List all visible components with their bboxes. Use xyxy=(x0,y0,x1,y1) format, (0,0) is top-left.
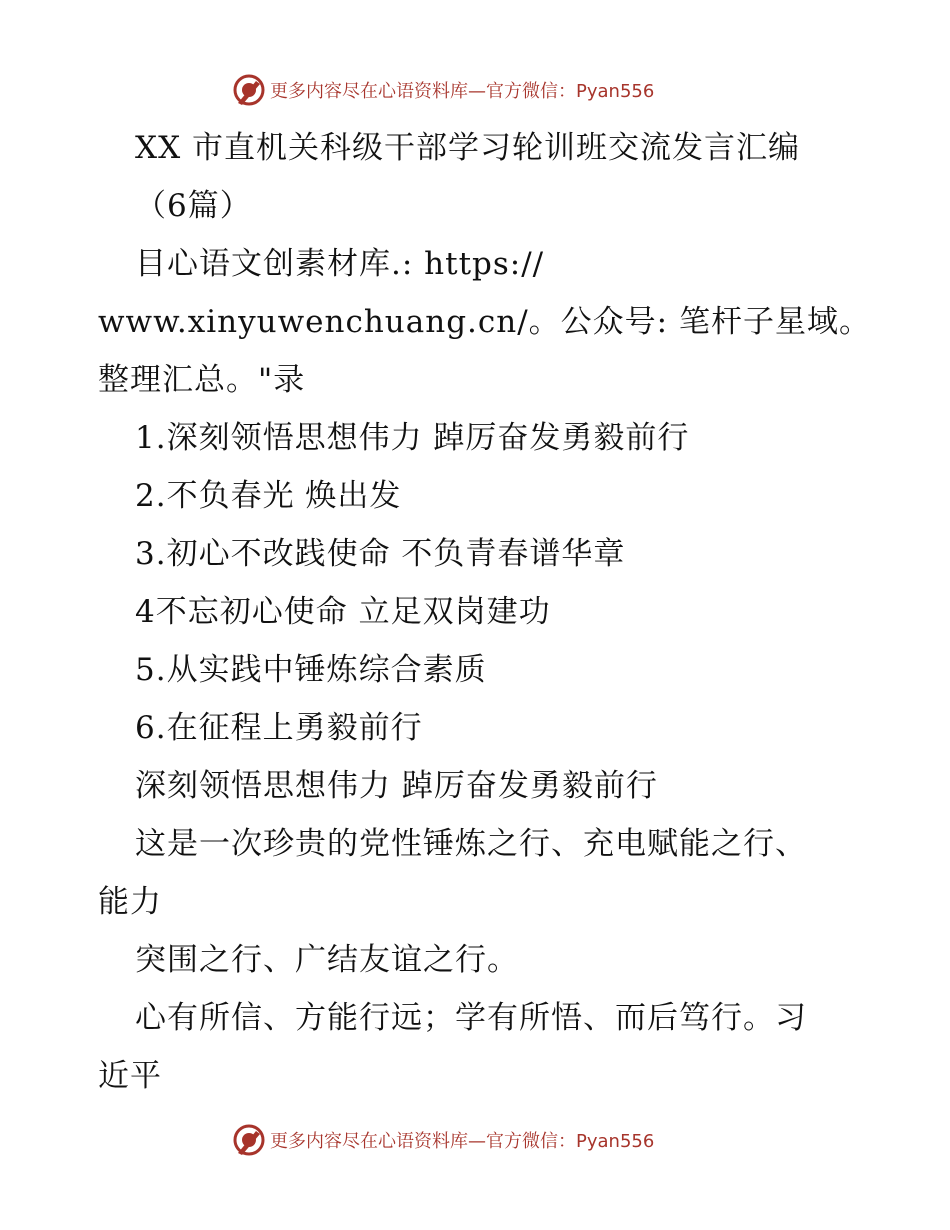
pen-seal-logo-icon xyxy=(232,73,266,107)
toc-item: 6.在征程上勇毅前行 xyxy=(135,710,423,746)
footer-banner xyxy=(232,1122,654,1158)
body-line: 突围之行、广结友谊之行。 xyxy=(135,942,519,978)
body-line: 心有所信、方能行远；学有所悟、而后笃行。习 xyxy=(135,1000,807,1036)
header-banner-text: 更多内容尽在心语资料库—官方微信：Pyan556 xyxy=(270,81,655,102)
pen-seal-logo-icon xyxy=(232,1123,266,1157)
source-url-line: www.xinyuwenchuang.cn/。公众号: 笔杆子星域。 xyxy=(98,304,871,340)
document-title-count: （6篇） xyxy=(135,188,252,224)
toc-item: 5.从实践中锤炼综合素质 xyxy=(135,652,487,688)
toc-item: 1.深刻领悟思想伟力 踔厉奋发勇毅前行 xyxy=(135,420,690,456)
source-line: 目心语文创素材库.: https:// xyxy=(135,246,545,282)
toc-item: 3.初心不改践使命 不负青春谱华章 xyxy=(135,536,626,572)
body-line: 近平 xyxy=(98,1058,162,1094)
section-heading: 深刻领悟思想伟力 踔厉奋发勇毅前行 xyxy=(135,768,658,804)
toc-item: 2.不负春光 焕出发 xyxy=(135,478,402,514)
header-banner xyxy=(232,72,654,108)
body-line: 这是一次珍贵的党性锤炼之行、充电赋能之行、 xyxy=(135,826,807,862)
body-line: 能力 xyxy=(98,884,162,920)
footer-banner-text: 更多内容尽在心语资料库—官方微信：Pyan556 xyxy=(270,1131,655,1152)
toc-item: 4不忘初心使命 立足双岗建功 xyxy=(135,594,551,630)
source-note-line: 整理汇总。"录 xyxy=(98,362,306,398)
document-title: XX 市直机关科级干部学习轮训班交流发言汇编 xyxy=(135,130,800,166)
